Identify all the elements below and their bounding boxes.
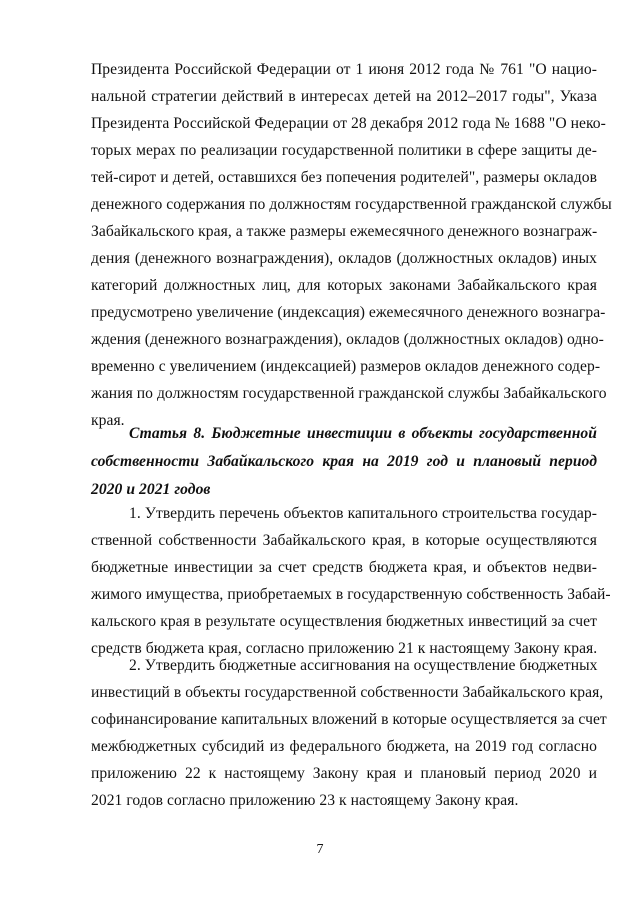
paragraph-continuation: [91, 56, 612, 434]
text-line: дения (денежного вознаграждения), окладов (должностных окладов) иных: [91, 250, 597, 267]
text-line: ждения (денежного вознаграждения), окладов (должностных окладов) одно-: [91, 331, 604, 348]
text-line: Президента Российской Федерации от 1 июня 2012 года № 761 "О нацио-: [91, 61, 597, 78]
article-heading: [91, 420, 597, 504]
text-line: края.: [91, 412, 125, 429]
text-line: Президента Российской Федерации от 28 декабря 2012 года № 1688 "О неко-: [91, 115, 606, 132]
text-line: жания по должностям государственной гражданской службы Забайкальского: [91, 385, 607, 402]
text-line: предусмотрено увеличение (индексация) ежемесячного денежного вознагра-: [91, 304, 606, 321]
text-line: нальной стратегии действий в интересах детей на 2012–2017 годы", Указа: [91, 88, 597, 105]
text-line: ственной собственности Забайкальского края, в которые осуществляются: [91, 532, 597, 549]
heading-line: Статья 8. Бюджетные инвестиции в объекты государственной: [129, 425, 597, 442]
text-line: 2. Утвердить бюджетные ассигнования на осуществление бюджетных: [129, 657, 598, 674]
text-line: кальского края в результате осуществления бюджетных инвестиций за счет: [91, 613, 597, 630]
text-line: тей-сирот и детей, оставшихся без попечения родителей", размеры окладов: [91, 169, 597, 186]
text-line: Забайкальского края, а также размеры ежемесячного денежного вознаграж-: [91, 223, 598, 240]
text-line: 2021 годов согласно приложению 23 к настоящему Закону края.: [91, 792, 519, 809]
text-line: жимого имущества, приобретаемых в государственную собственность Забай-: [91, 586, 611, 603]
text-line: категорий должностных лиц, для которых законами Забайкальского края: [91, 277, 597, 294]
text-line: инвестиций в объекты государственной собственности Забайкальского края,: [91, 684, 604, 701]
clause-2: [91, 652, 607, 814]
text-line: денежного содержания по должностям государственной гражданской службы: [91, 196, 612, 213]
text-line: софинансирование капитальных вложений в которые осуществляется за счет: [91, 711, 607, 728]
text-line: межбюджетных субсидий из федерального бюджета, на 2019 год согласно: [91, 738, 597, 755]
text-line: бюджетные инвестиции за счет средств бюджета края, и объектов недви-: [91, 559, 597, 576]
text-line: торых мерах по реализации государственной политики в сфере защиты де-: [91, 142, 597, 159]
heading-line: собственности Забайкальского края на 2019 год и плановый период: [91, 453, 597, 470]
text-line: временно с увеличением (индексацией) размеров окладов денежного содер-: [91, 358, 601, 375]
page-number: 7: [316, 842, 324, 857]
text-line: средств бюджета края, согласно приложению 21 к настоящему Закону края.: [91, 640, 598, 657]
clause-1: [91, 500, 611, 662]
text-line: 1. Утвердить перечень объектов капитального строительства государ-: [129, 505, 597, 522]
heading-line: 2020 и 2021 годов: [91, 481, 211, 498]
text-line: приложению 22 к настоящему Закону края и плановый период 2020 и: [91, 765, 597, 782]
